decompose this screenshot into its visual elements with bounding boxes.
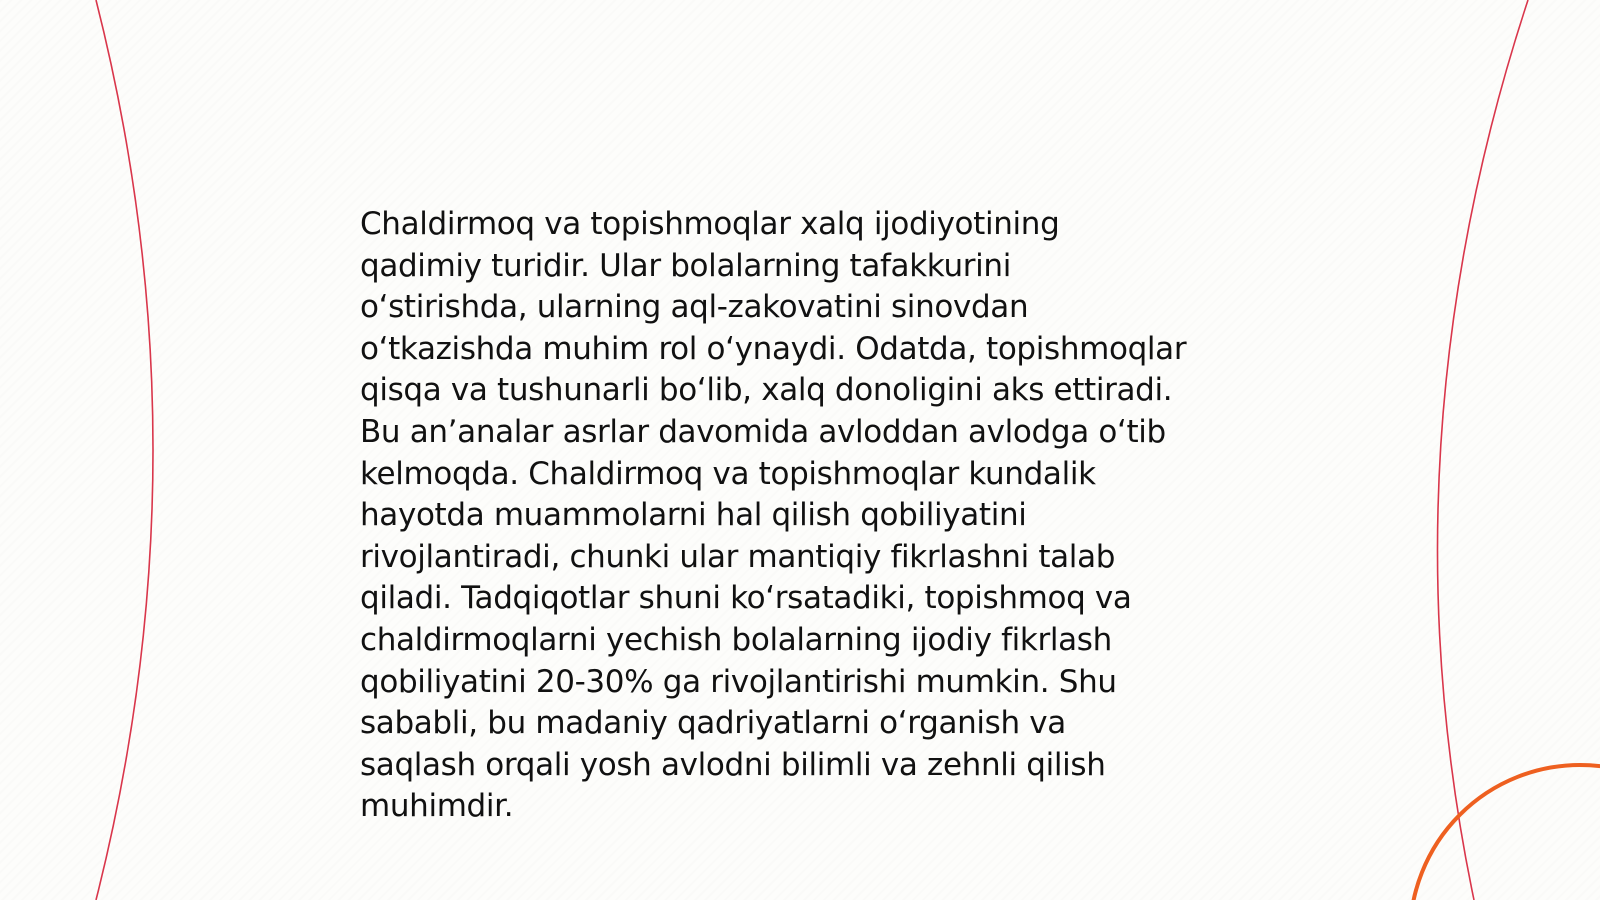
right-frame-curve xyxy=(1437,0,1528,900)
accent-circle xyxy=(1410,765,1600,900)
left-frame-curve xyxy=(96,0,153,900)
body-text: Chaldirmoq va topishmoqlar xalq ijodiyotining qadimiy turidir. Ular bolalarning tafakkurini o‘stirishda, ularning aql-zakovatini sinovdan o‘tkazishda muhim rol o‘ynaydi. Odatda, topishmoqlar qisqa va tushunarli bo‘lib, xalq donoligini aks ettiradi. Bu an’analar asrlar davomida avloddan avlodga o‘tib kelmoqda. Chaldirmoq va topishmoqlar kundalik hayotda muammolarni hal qilish qobiliyatini rivojlantiradi, chunki ular mantiqiy fikrlashni talab qiladi. Tadqiqotlar shuni ko‘rsatadiki, topishmoq va chaldirmoqlarni yechish bolalarning ijodiy fikrlash qobiliyatini 20-30% ga rivojlantirishi mumkin. Shu sababli, bu madaniy qadriyatlarni o‘rganish va saqlash orqali yosh avlodni bilimli va zehnli qilish muhimdir. xyxy=(360,206,1187,825)
